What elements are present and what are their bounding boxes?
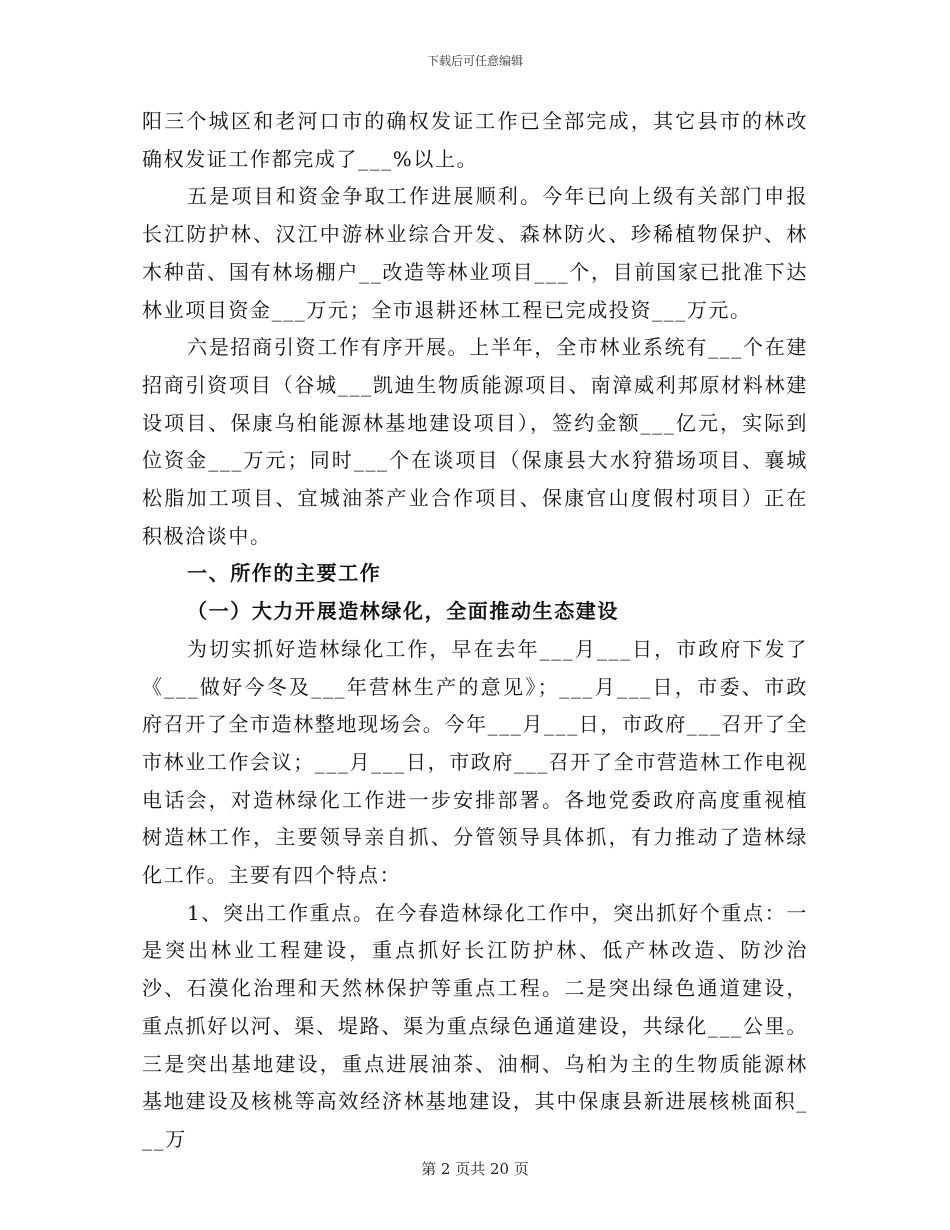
page-footer: 第 2 页共 20 页	[421, 1160, 529, 1178]
page-header: 下载后可任意编辑	[426, 54, 523, 68]
section-heading-2: （一）大力开展造林绿化，全面推动生态建设	[187, 599, 619, 624]
paragraph-3: 六是招商引资工作有序开展。上半年，全市林业系统有___个在建招商引资项目（谷城___凯迪生物质能源项目、南漳威利邦原材料林建设项目、保康乌桕能源林基地建设项目），签约金额___亿元，实际到位资金___万元；同时___个在谈项目（保康县大水狩猎场项目、襄城松脂加工项目、宜城油茶产业合作项目、保康官山度假村项目）正在积极洽谈中。	[142, 335, 808, 548]
document-body	[142, 103, 808, 1159]
paragraph-2: 五是项目和资金争取工作进展顺利。今年已向上级有关部门申报长江防护林、汉江中游林业综合开发、森林防火、珍稀植物保护、林木种苗、国有林场棚户__改造等林业项目___个，目前国家已批准下达林业项目资金___万元；全市退耕还林工程已完成投资___万元。	[142, 184, 808, 322]
paragraph-4: 为切实抓好造林绿化工作，早在去年___月___日，市政府下发了《___做好今冬及___年营林生产的意见》；___月___日，市委、市政府召开了全市造林整地现场会。今年___月___日，市政府___召开了全市林业工作会议；___月___日，市政府___召开了全市营造林工作电视电话会，对造林绿化工作进一步安排部署。各地党委政府高度重视植树造林工作，主要领导亲自抓、分管领导具体抓，有力推动了造林绿化工作。主要有四个特点：	[142, 636, 808, 888]
paragraph-5: 1、突出工作重点。在今春造林绿化工作中，突出抓好个重点：一是突出林业工程建设，重点抓好长江防护林、低产林改造、防沙治沙、石漠化治理和天然林保护等重点工程。二是突出绿色通道建设，重点抓好以河、渠、堤路、渠为重点绿色通道建设，共绿化___公里。三是突出基地建设，重点进展油茶、油桐、乌桕为主的生物质能源林基地建设及核桃等高效经济林基地建设，其中保康县新进展核桃面积___万	[142, 900, 808, 1151]
section-heading-1: 一、所作的主要工作	[187, 561, 382, 586]
paragraph-1: 阳三个城区和老河口市的确权发证工作已全部完成，其它县市的林改确权发证工作都完成了___%以上。	[142, 109, 808, 171]
